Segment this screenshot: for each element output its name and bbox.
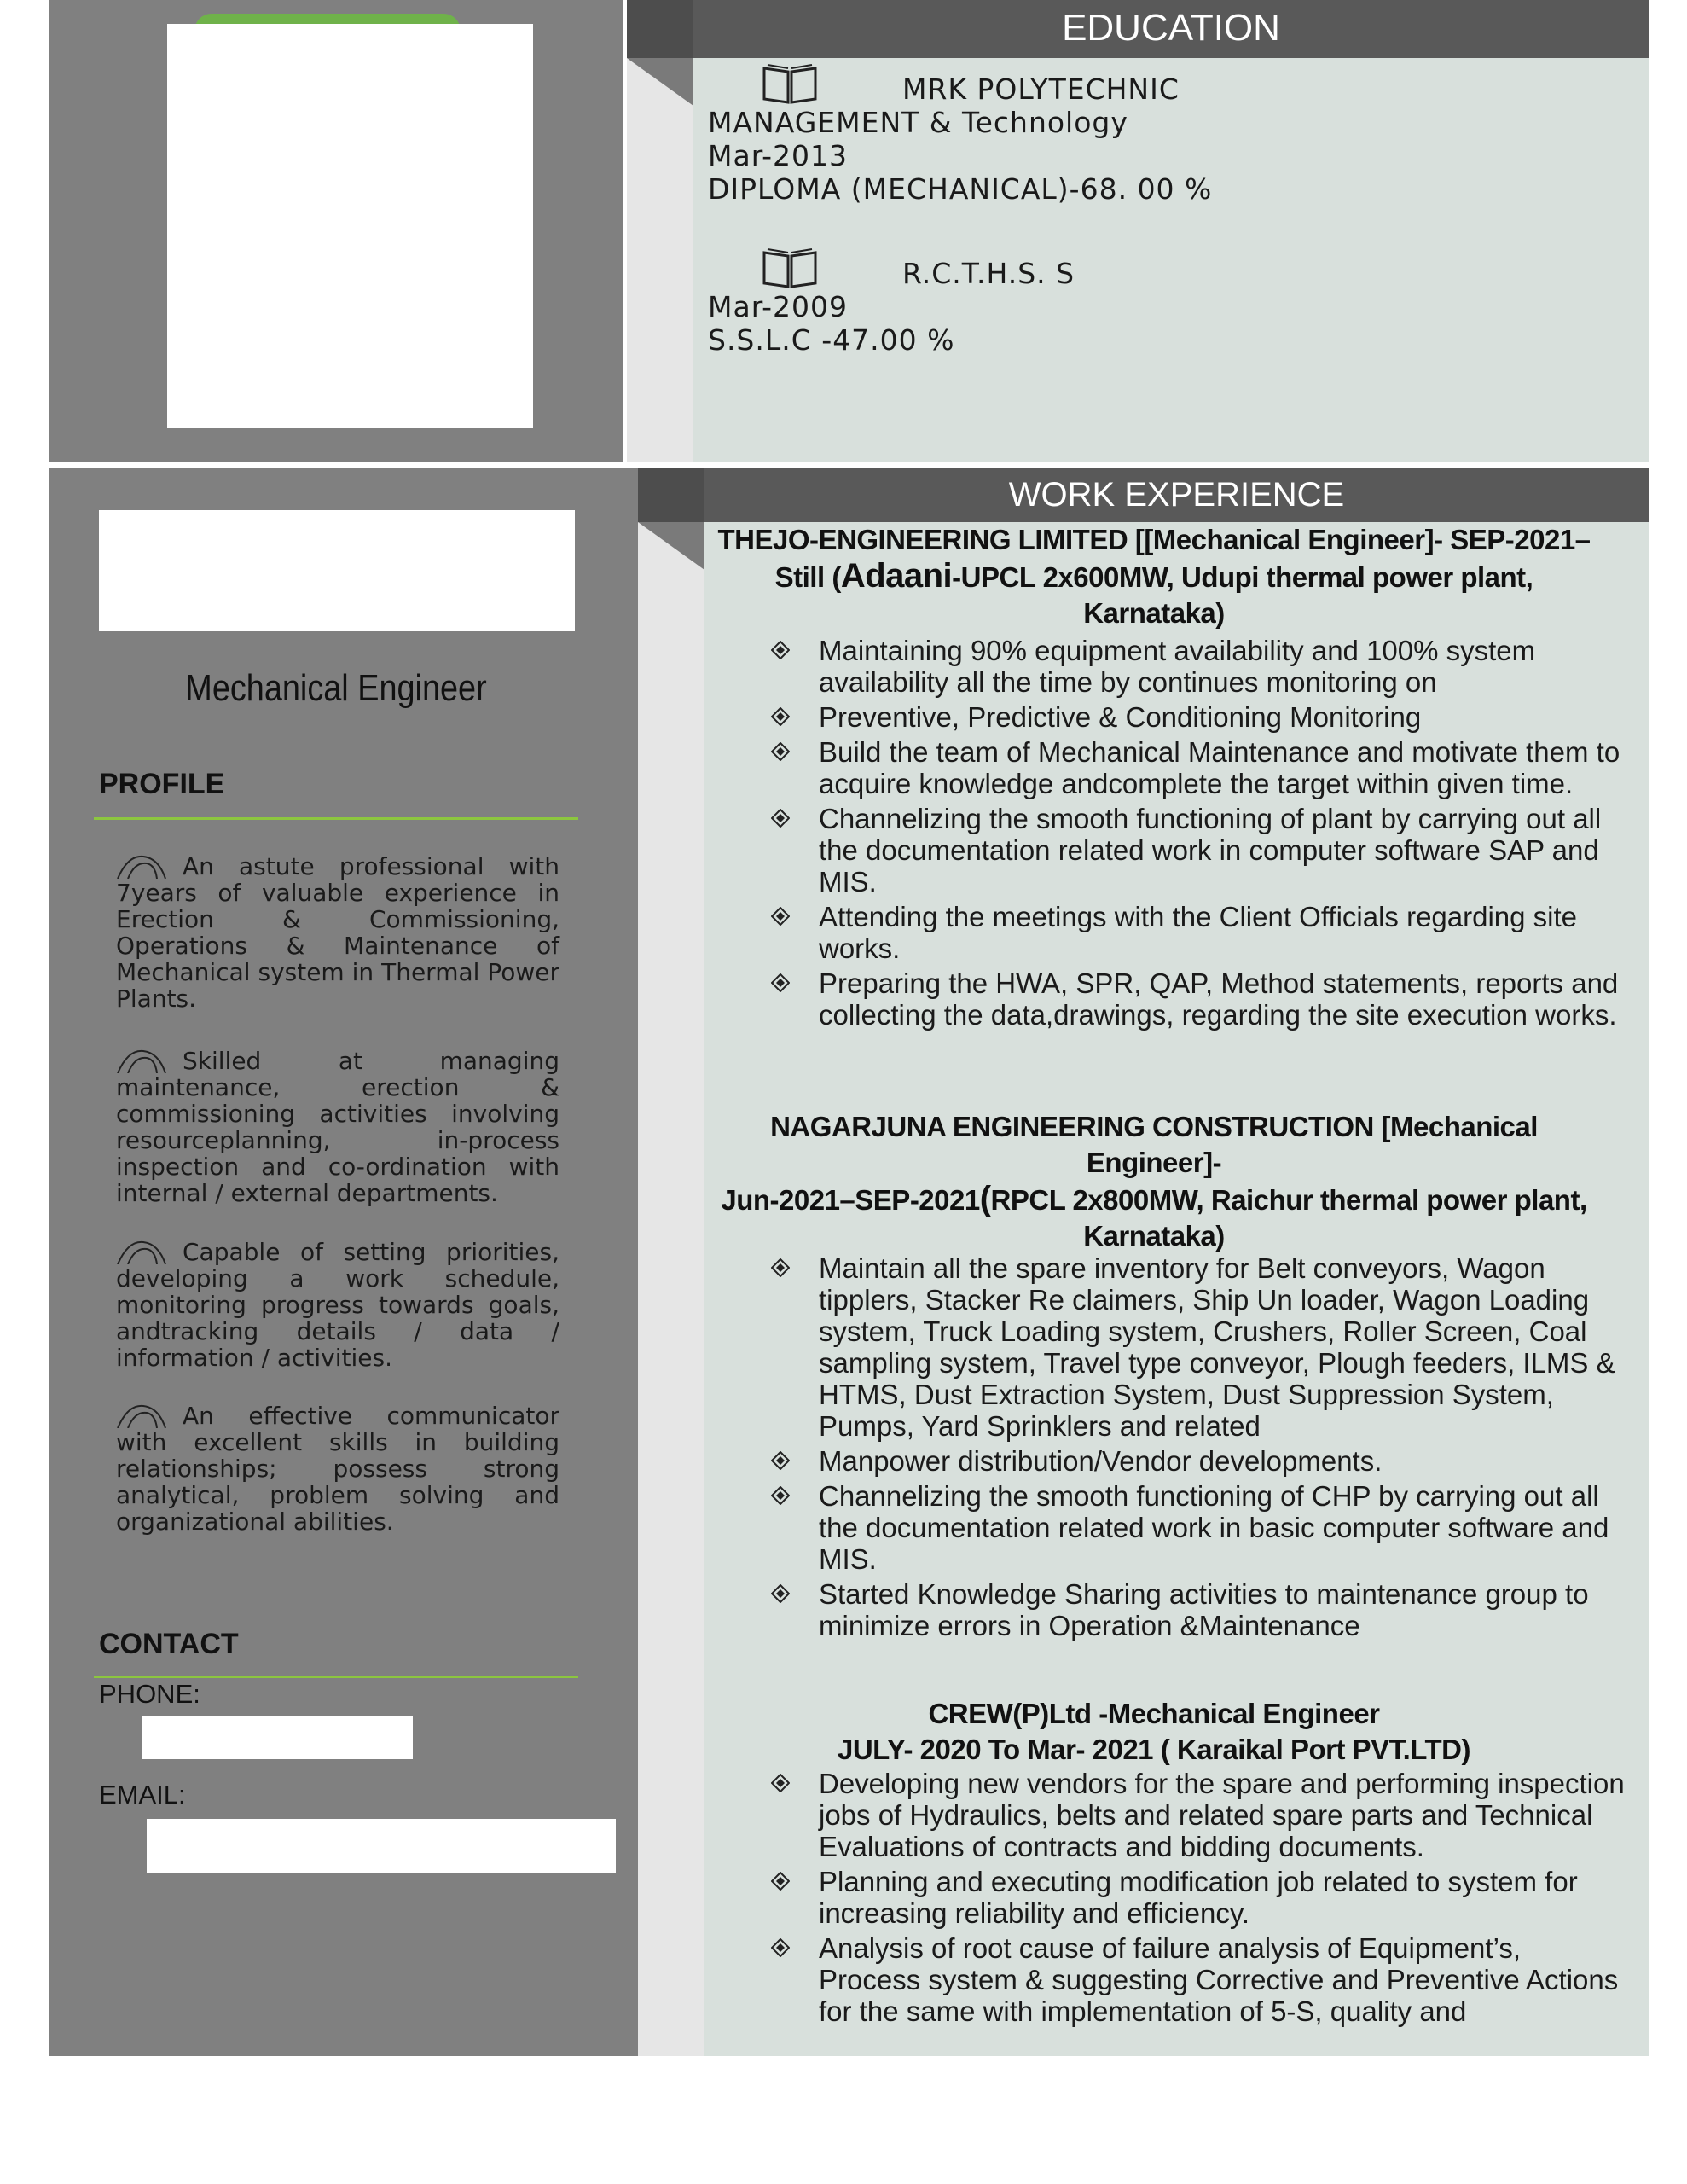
job-heading: THEJO-ENGINEERING LIMITED [[Mechanical Engineer]- SEP-2021– Still (Adaani-UPCL 2x600MW, Udupi thermal power plant, Karnataka): [717, 524, 1591, 629]
diamond-bullet-icon: [771, 1258, 790, 1277]
job-heading: NAGARJUNA ENGINEERING CONSTRUCTION [Mechanical Engineer]- Jun-2021–SEP-2021(RPCL 2x800MW, Raichur thermal power plant, Karnataka): [721, 1111, 1587, 1252]
arch-icon: [116, 1403, 176, 1428]
education-heading: EDUCATION: [1062, 7, 1280, 49]
list-item: Attending the meetings with the Client Officials regarding site works.: [819, 901, 1629, 964]
work-header-tab: [638, 468, 704, 522]
job-bullets: [819, 1768, 1629, 2030]
list-item: Channelizing the smooth functioning of plant by carrying out all the documentation related work in computer software SAP and MIS.: [819, 803, 1629, 897]
list-item: Developing new vendors for the spare and performing inspection jobs of Hydraulics, belts and related spare parts and Technical Evaluations of contracts and bidding documents.: [819, 1768, 1629, 1862]
contact-heading: CONTACT: [99, 1628, 239, 1660]
diamond-bullet-icon: [771, 907, 790, 926]
phone-value-redacted: [142, 1716, 413, 1759]
book-icon: [761, 247, 819, 290]
work-heading: WORK EXPERIENCE: [1008, 476, 1345, 514]
education-result: DIPLOMA (MECHANICAL)-68. 00 %: [708, 172, 1213, 206]
education-date: Mar-2009: [708, 290, 849, 323]
list-item: Started Knowledge Sharing activities to maintenance group to minimize errors in Operation &Maintenance: [819, 1578, 1629, 1641]
diamond-bullet-icon: [771, 742, 790, 761]
diamond-bullet-icon: [771, 1486, 790, 1505]
education-result: S.S.L.C -47.00 %: [708, 323, 955, 357]
contact-divider: [94, 1676, 578, 1678]
list-item: Maintain all the spare inventory for Belt conveyors, Wagon tipplers, Stacker Re claimers, Ship Un loader, Wagon Loading system, Truck Loading system, Crushers, Roller Screen, Coal sampling system, Travel type conveyor, Plough feeders, ILMS & HTMS, Dust Extraction System, Dust Suppression System, Pumps, Yard Sprinklers and related: [819, 1252, 1629, 1442]
education-institute: R.C.T.H.S. S: [902, 257, 1075, 290]
diamond-bullet-icon: [771, 809, 790, 828]
arch-icon: [116, 853, 176, 879]
corner-fold-icon: [627, 58, 693, 106]
profile-item: An astute professional with 7years of valuable experience in Erection & Commissioning, Operations & Maintenance of Mechanical system in Thermal Power Plants.: [116, 852, 559, 1013]
profile-photo-redacted: [167, 24, 533, 428]
diamond-bullet-icon: [771, 1774, 790, 1792]
book-icon: [761, 63, 819, 106]
diamond-bullet-icon: [771, 1872, 790, 1891]
list-item: Preventive, Predictive & Conditioning Monitoring: [819, 701, 1629, 733]
list-item: Build the team of Mechanical Maintenance and motivate them to acquire knowledge andcomplete the target within given time.: [819, 736, 1629, 799]
job-bullets: [819, 635, 1629, 1034]
education-header-tab: [627, 0, 693, 58]
arch-icon: [116, 1048, 176, 1073]
diamond-bullet-icon: [771, 707, 790, 726]
list-item: Manpower distribution/Vendor developments.: [819, 1445, 1629, 1477]
job-title: Mechanical Engineer: [185, 667, 487, 709]
corner-fold-icon: [638, 522, 704, 570]
education-date: Mar-2013: [708, 139, 849, 172]
diamond-bullet-icon: [771, 1584, 790, 1603]
list-item: Preparing the HWA, SPR, QAP, Method statements, reports and collecting the data,drawings, regarding the site execution works.: [819, 967, 1629, 1031]
profile-divider: [94, 817, 578, 820]
email-label: EMAIL:: [99, 1780, 186, 1809]
diamond-bullet-icon: [771, 1938, 790, 1957]
list-item: Maintaining 90% equipment availability and 100% system availability all the time by continues monitoring on: [819, 635, 1629, 698]
job-bullets: [819, 1252, 1629, 1645]
arch-icon: [116, 1239, 176, 1264]
diamond-bullet-icon: [771, 1451, 790, 1470]
list-item: Channelizing the smooth functioning of CHP by carrying out all the documentation related work in basic computer software and MIS.: [819, 1480, 1629, 1575]
profile-item: Skilled at managing maintenance, erection & commissioning activities involving resourceplanning, in-process inspection and co-ordination with internal / external departments.: [116, 1047, 559, 1207]
education-institute: MRK POLYTECHNIC: [902, 73, 1180, 106]
name-redacted: [99, 510, 575, 631]
phone-label: PHONE:: [99, 1679, 200, 1709]
diamond-bullet-icon: [771, 973, 790, 992]
email-value-redacted: [147, 1819, 616, 1873]
diamond-bullet-icon: [771, 641, 790, 659]
profile-heading: PROFILE: [99, 768, 225, 800]
education-entry: [708, 63, 1629, 206]
education-entry: [708, 247, 1629, 357]
profile-item: An effective communicator with excellent skills in building relationships; possess strong analytical, problem solving and organizational abilities.: [116, 1402, 559, 1536]
list-item: Planning and executing modification job related to system for increasing reliability and efficiency.: [819, 1866, 1629, 1929]
work-side-strip: [638, 522, 704, 2056]
list-item: Analysis of root cause of failure analysis of Equipment’s, Process system & suggesting Corrective and Preventive Actions for the same with implementation of 5-S, quality and: [819, 1932, 1629, 2027]
profile-item: Capable of setting priorities, developing a work schedule, monitoring progress towards goals, andtracking details / data / information / activities.: [116, 1238, 559, 1372]
education-side-strip: [627, 58, 693, 462]
job-heading: CREW(P)Ltd -Mechanical Engineer JULY- 2020 To Mar- 2021 ( Karaikal Port PVT.LTD): [838, 1698, 1470, 1765]
education-institute-line2: MANAGEMENT & Technology: [708, 106, 1128, 139]
